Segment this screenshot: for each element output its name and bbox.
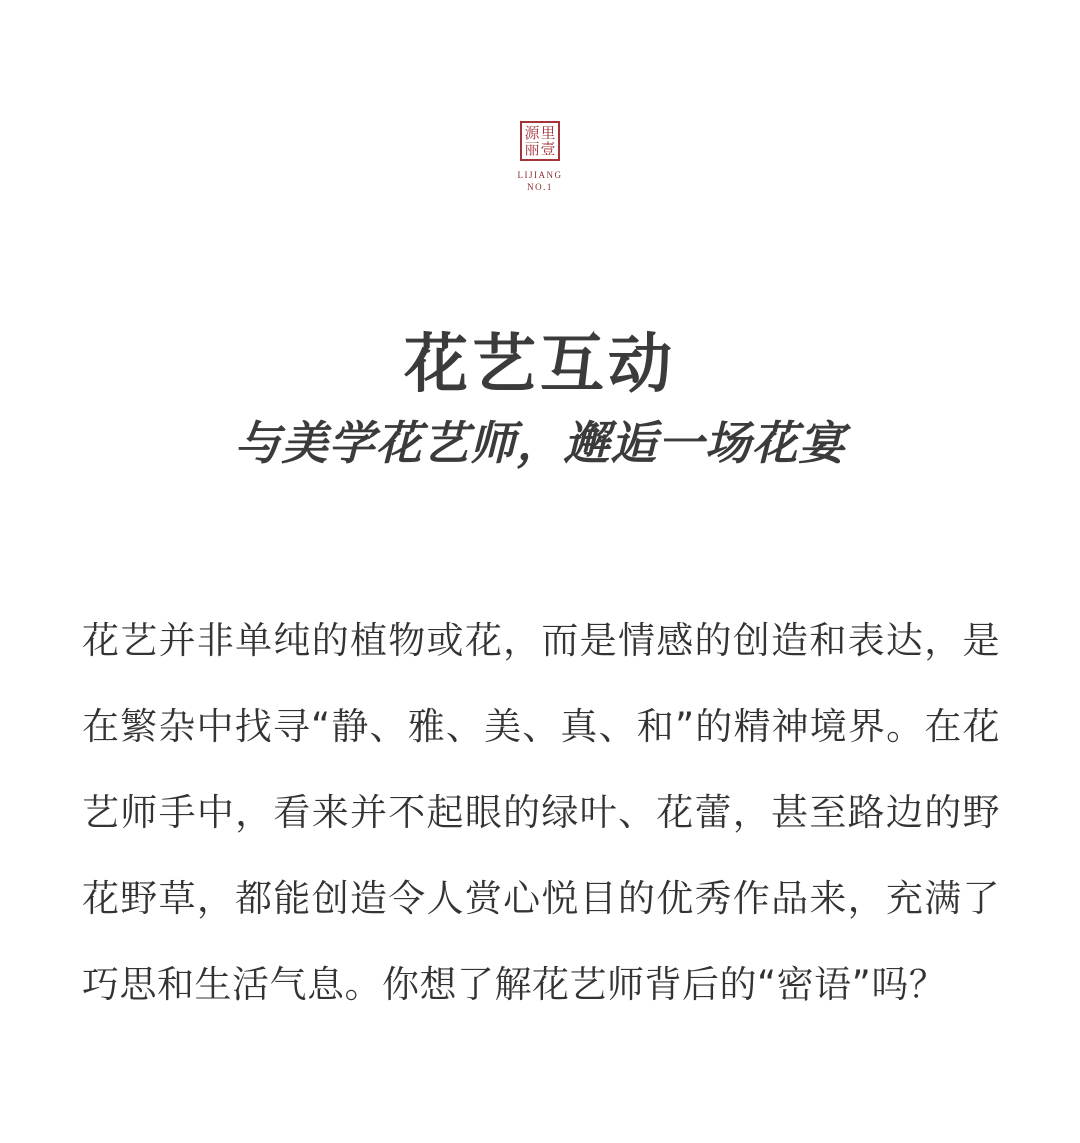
- brand-logo: [0, 121, 1080, 193]
- seal-char: 壹: [540, 139, 556, 158]
- logo-line-2: NO.1: [527, 182, 553, 192]
- seal-logo: [520, 121, 560, 161]
- article-paragraph: 花艺并非单纯的植物或花，而是情感的创造和表达，是在繁杂中找寻“静、雅、美、真、和”的精神境界。在花艺师手中，看来并不起眼的绿叶、花蕾，甚至路边的野花野草，都能创造令人赏心悦目的优秀作品来，充满了巧思和生活气息。你想了解花艺师背后的“密语”吗？: [82, 619, 1000, 1006]
- page-title: 花艺互动: [404, 328, 676, 402]
- logo-line-1: LIJIANG: [517, 170, 563, 180]
- page-subtitle: 与美学花艺师，邂逅一场花宴: [234, 416, 846, 470]
- seal-char: 源: [524, 123, 540, 142]
- seal-char: 里: [540, 123, 556, 142]
- seal-char: 丽: [524, 139, 540, 158]
- logo-wordmark: [518, 169, 563, 193]
